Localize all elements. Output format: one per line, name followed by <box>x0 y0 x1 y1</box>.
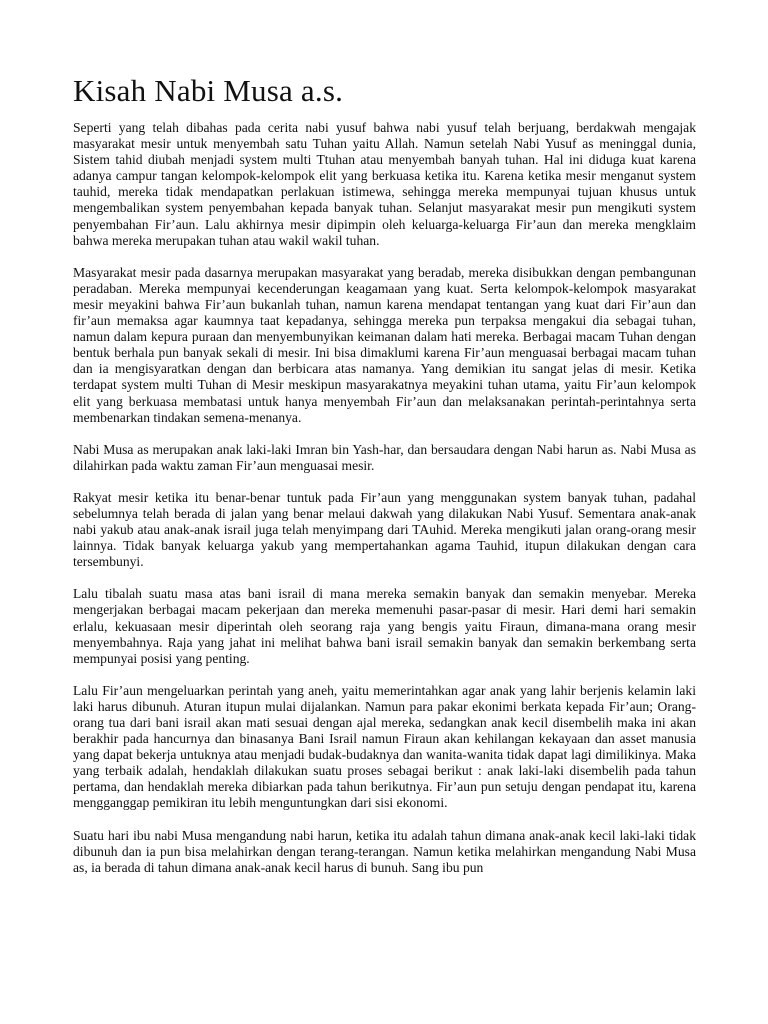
paragraph-7: Suatu hari ibu nabi Musa mengandung nabi harun, ketika itu adalah tahun dimana anak-anak kecil laki-laki tidak dibunuh dan ia pun bisa melahirkan dengan terang-terangan. Namun ketika melahirkan mengandung Nabi Musa as, ia berada di tahun dimana anak-anak kecil harus di bunuh. Sang ibu pun <box>73 827 696 875</box>
paragraph-5: Lalu tibalah suatu masa atas bani israil di mana mereka semakin banyak dan semakin menyebar. Mereka mengerjakan berbagai macam pekerjaan dan mereka memenuhi pasar-pasar di mesir. Hari demi hari semakin erlalu, kekuasaan mesir diperintah oleh seorang raja yang bengis yaitu Firaun, dimana-mana orang mesir menyembahnya. Raja yang jahat ini melihat bahwa bani israil semakin banyak dan semakin berkembang serta mempunyai posisi yang penting. <box>73 586 696 666</box>
paragraph-3: Nabi Musa as merupakan anak laki-laki Imran bin Yash-har, dan bersaudara dengan Nabi harun as. Nabi Musa as dilahirkan pada waktu zaman Fir’aun menguasai mesir. <box>73 441 696 473</box>
paragraph-1: Seperti yang telah dibahas pada cerita nabi yusuf bahwa nabi yusuf telah berjuang, berdakwah mengajak masyarakat mesir untuk menyembah satu Tuhan yaitu Allah. Namun setelah Nabi Yusuf as meninggal dunia, Sistem tahid diubah menjadi system multi Ttuhan atau menyembah banyah tuhan. Hal ini diduga kuat karena adanya campur tangan kelompok-kelompok elit yang berkuasa ketika itu. Karena ketika mesir menganut system tauhid, mereka tidak mendapatkan perlakuan istimewa, sehingga mereka mempunyai tujuan khusus untuk mengembalikan system penyembahan kepada banyak tuhan. Selanjut masyarakat mesir pun mengikuti system penyembahan Fir’aun. Lalu akhirnya mesir dipimpin oleh keluarga-keluarga Fir’aun dan mereka mengklaim bahwa mereka merupakan tuhan atau wakil wakil tuhan. <box>73 120 696 248</box>
paragraph-2: Masyarakat mesir pada dasarnya merupakan masyarakat yang beradab, mereka disibukkan dengan pembangunan peradaban. Mereka mempunyai kecenderungan keagamaan yang kuat. Serta kelompok-kelompok masyarakat mesir meyakini bahwa Fir’aun bukanlah tuhan, namun karena mendapat tentangan yang kuat dari Fir’aun dan fir’aun memaksa agar kaumnya taat kepadanya, sehingga mereka pun terpaksa mengakui dia sebagai tuhan, namun dalam kepura puraan dan menyembunyikan keimanan dalam hati mereka. Berbagai macam Tuhan dengan bentuk berhala pun banyak sekali di mesir. Ini bisa dimaklumi karena Fir’aun menguasai berbagai macam tuhan dan ia mengisyaratkan dengan dan berbicara atas namanya. Yang demikian itu sangat jelas di mesir. Ketika terdapat system multi Tuhan di Mesir meskipun masyarakatnya meyakini tuhan utama, yaitu Fir’aun kelompok elit yang berkuasa membatasi untuk hanya menyembah Fir’aun dan melaksanakan perintah-perintahnya serta membenarkan tindakan semena-menanya. <box>73 264 696 425</box>
paragraph-6: Lalu Fir’aun mengeluarkan perintah yang aneh, yaitu memerintahkan agar anak yang lahir berjenis kelamin laki laki harus dibunuh. Aturan itupun mulai dijalankan. Namun para pakar ekonimi berkata kepada Fir’aun; Orang-orang tua dari bani israil akan mati sesuai dengan ajal mereka, sedangkan anak kecil disembelih maka ini akan berakhir pada hancurnya dan binasanya Bani Israil namun Firaun akan kehilangan kekayaan dan asset manusia yang dapat bekerja untuknya atau menjadi budak-budaknya dan wanita-wanita tidak dapat lagi dimilikinya. Maka yang terbaik adalah, hendaklah dilakukan suatu proses sebagai berikut : anak laki-laki disembelih pada tahun pertama, dan hendaklah mereka dibiarkan pada tahun berikutnya. Fir’aun pun setuju dengan pendapat itu, karena mengganggap pemikiran itu lebih menguntungkan dari sisi ekonomi. <box>73 682 696 811</box>
document-page <box>73 72 696 892</box>
paragraph-4: Rakyat mesir ketika itu benar-benar tuntuk pada Fir’aun yang menggunakan system banyak tuhan, padahal sebelumnya telah berada di jalan yang benar melaui dakwah yang dilakukan Nabi Yusuf. Sementara anak-anak nabi yakub atau anak-anak israil juga telah menyimpang dari TAuhid. Mereka mengikuti jalan orang-orang mesir lainnya. Tidak banyak keluarga yakub yang mempertahankan agama Tauhid, itupun dilakukan dengan cara tersembunyi. <box>73 489 696 570</box>
document-title: Kisah Nabi Musa a.s. <box>73 73 344 108</box>
